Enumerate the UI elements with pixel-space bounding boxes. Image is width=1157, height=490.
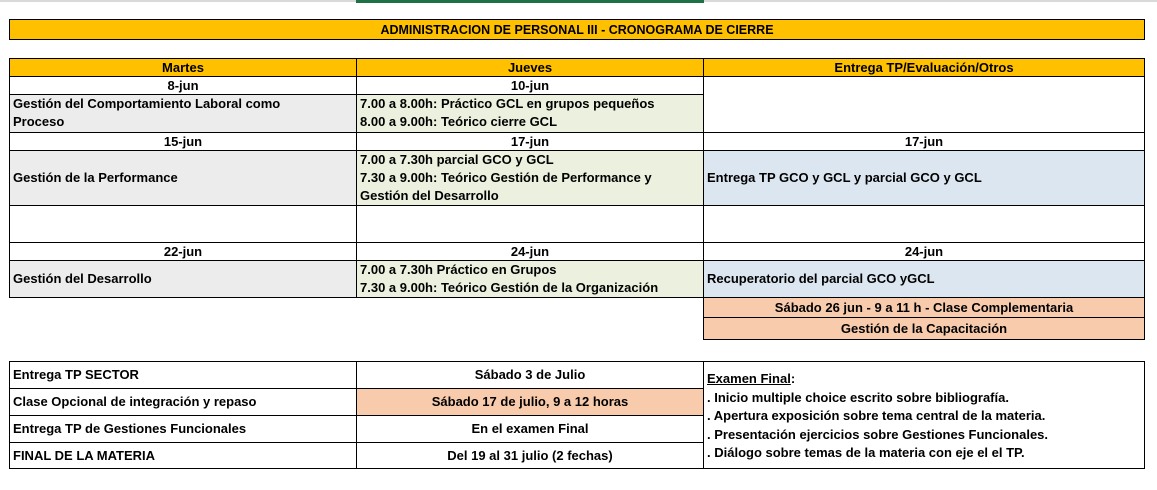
empty-row-entrega	[703, 205, 1145, 243]
gestion-capacitacion: Gestión de la Capacitación	[703, 317, 1145, 340]
summary-value-final: Del 19 al 31 julio (2 fechas)	[356, 442, 704, 469]
clase-complementaria: Sábado 26 jun - 9 a 11 h - Clase Complementaria	[703, 297, 1145, 318]
examen-item: . Presentación ejercicios sobre Gestiones Funcionales.	[707, 426, 1049, 442]
jueves-schedule-week3	[356, 260, 704, 298]
examen-final-title: Examen Final	[707, 371, 791, 386]
martes-topic-week2: Gestión de la Performance	[9, 150, 357, 206]
selected-column-indicator	[356, 0, 704, 3]
summary-label-final: FINAL DE LA MATERIA	[9, 442, 357, 469]
header-martes: Martes	[9, 58, 357, 77]
empty-row-martes	[9, 205, 357, 243]
martes-topic-week1-line2: Proceso	[13, 114, 65, 129]
summary-value-clase-opcional: Sábado 17 de julio, 9 a 12 horas	[356, 388, 704, 416]
page-title: ADMINISTRACION DE PERSONAL III - CRONOGRAMA DE CIERRE	[9, 19, 1145, 40]
summary-label-entrega-tp-sector: Entrega TP SECTOR	[9, 361, 357, 389]
entrega-week2: Entrega TP GCO y GCL y parcial GCO y GCL	[703, 150, 1145, 206]
jueves-date-week2: 17-jun	[356, 132, 704, 151]
entrega-date-week2: 17-jun	[703, 132, 1145, 151]
summary-label-entrega-gestiones: Entrega TP de Gestiones Funcionales	[9, 415, 357, 443]
entrega-date-week3: 24-jun	[703, 242, 1145, 261]
examen-item: . Apertura exposición sobre tema central de la materia.	[707, 408, 1046, 423]
jueves-schedule-week1	[356, 94, 704, 133]
examen-final-colon: :	[790, 371, 796, 386]
summary-value-entrega-tp-sector: Sábado 3 de Julio	[356, 361, 704, 389]
jueves-week3-line1: 7.00 a 7.30h Práctico en Grupos	[360, 262, 557, 277]
header-jueves: Jueves	[356, 58, 704, 77]
martes-topic-week1-line1: Gestión del Comportamiento Laboral como	[13, 96, 281, 111]
entrega-week3: Recuperatorio del parcial GCO yGCL	[703, 260, 1145, 298]
summary-value-entrega-gestiones: En el examen Final	[356, 415, 704, 443]
martes-topic-week1	[9, 94, 357, 133]
header-entrega: Entrega TP/Evaluación/Otros	[703, 58, 1145, 77]
jueves-date-week3: 24-jun	[356, 242, 704, 261]
jueves-date-week1: 10-jun	[356, 76, 704, 95]
jueves-schedule-week2	[356, 150, 704, 206]
martes-topic-week3: Gestión del Desarrollo	[9, 260, 357, 298]
examen-item: . Diálogo sobre temas de la materia con eje el el TP.	[707, 445, 1025, 460]
jueves-week1-line1: 7.00 a 8.00h: Práctico GCL en grupos pequeños	[360, 96, 655, 111]
jueves-week3-line2: 7.30 a 9.00h: Teórico Gestión de la Organización	[360, 280, 659, 295]
entrega-empty-week1	[703, 76, 1145, 133]
martes-date-week1: 8-jun	[9, 76, 357, 95]
jueves-week2-line3: Gestión del Desarrollo	[360, 188, 499, 203]
jueves-week2-line1: 7.00 a 7.30h parcial GCO y GCL	[360, 152, 554, 167]
empty-row-jueves	[356, 205, 704, 243]
martes-date-week3: 22-jun	[9, 242, 357, 261]
summary-label-clase-opcional: Clase Opcional de integración y repaso	[9, 388, 357, 416]
jueves-week1-line2: 8.00 a 9.00h: Teórico cierre GCL	[360, 114, 558, 129]
martes-date-week2: 15-jun	[9, 132, 357, 151]
jueves-week2-line2: 7.30 a 9.00h: Teórico Gestión de Performance y	[360, 170, 652, 185]
examen-final-box	[703, 361, 1145, 469]
examen-final-heading	[707, 370, 1141, 389]
examen-item: . Inicio multiple choice escrito sobre bibliografía.	[707, 389, 1009, 405]
